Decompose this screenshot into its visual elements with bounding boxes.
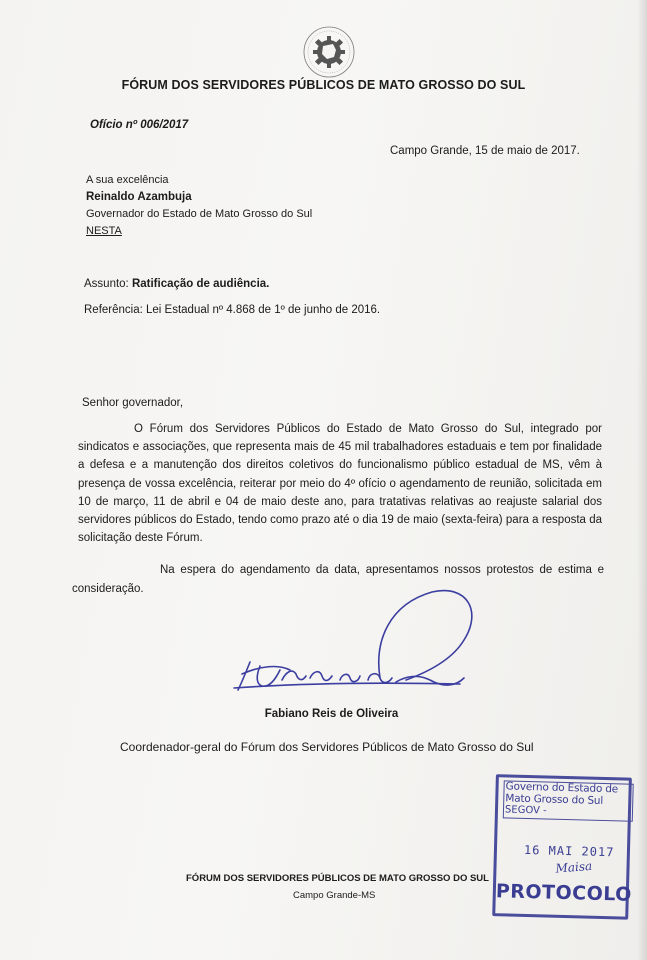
subject-value: Ratificação de audiência. xyxy=(131,278,270,290)
reference-line: Referência: Lei Estadual nº 4.868 de 1º de junho de 2016. xyxy=(84,304,381,316)
place-and-date: Campo Grande, 15 de maio de 2017. xyxy=(390,145,580,157)
recipient-role: Governador do Estado de Mato Grosso do Sul xyxy=(86,208,313,220)
state-map-gear-seal-icon xyxy=(296,26,362,80)
stamp-initials: Maisa xyxy=(555,858,593,876)
body-paragraph xyxy=(78,420,602,547)
protocol-stamp xyxy=(492,774,638,924)
stamp-line-3: SEGOV - xyxy=(504,804,547,817)
signer-name: Fabiano Reis de Oliveira xyxy=(264,708,399,720)
closing-text: Na espera do agendamento da data, apresentamos nossos protestos de estima e consideração. xyxy=(72,564,604,595)
footer-organization: FÓRUM DOS SERVIDORES PÚBLICOS DE MATO GROSSO DO SUL xyxy=(186,873,489,884)
subject-line xyxy=(84,278,269,290)
stamp-line-1: Governo do Estado de xyxy=(505,780,619,796)
recipient-salutation: A sua excelência xyxy=(86,174,169,186)
stamp-label: PROTOCOLO xyxy=(495,880,633,906)
stamp-line-2: Mato Grosso do Sul xyxy=(505,792,604,807)
footer-city: Campo Grande-MS xyxy=(293,890,376,901)
document-number: Ofício nº 006/2017 xyxy=(90,119,189,131)
recipient-location: NESTA xyxy=(86,225,122,237)
stamp-date: 16 MAI 2017 xyxy=(523,842,615,860)
body-text: O Fórum dos Servidores Públicos do Estado de Mato Grosso do Sul, integrado por sindicatos e associações, que representa mais de 45 mil trabalhadores estaduais e tem por finalidade a defesa e a manutenção dos direitos coletivos do funcionalismo público estadual de MS, vêm à presença de vossa excelência, reiterar por meio do 4º ofício o agendamento de reunião, solicitada em 10 de março, 11 de abril e 04 de maio deste ano, para tratativas relativas ao reajuste salarial dos servidores públicos do Estado, tendo como prazo até o dia 19 de maio (sexta-feira) para a resposta da solicitação deste Fórum. xyxy=(78,423,602,545)
handwritten-signature xyxy=(220,580,480,700)
signer-title: Coordenador-geral do Fórum dos Servidores Públicos de Mato Grosso do Sul xyxy=(120,740,534,754)
letterhead-title: FÓRUM DOS SERVIDORES PÚBLICOS DE MATO GROSSO DO SUL xyxy=(121,78,526,92)
page-shadow xyxy=(637,0,647,960)
subject-label: Assunto: xyxy=(84,278,132,290)
recipient-block xyxy=(86,172,312,240)
greeting: Senhor governador, xyxy=(82,397,184,409)
recipient-name: Reinaldo Azambuja xyxy=(86,191,192,203)
